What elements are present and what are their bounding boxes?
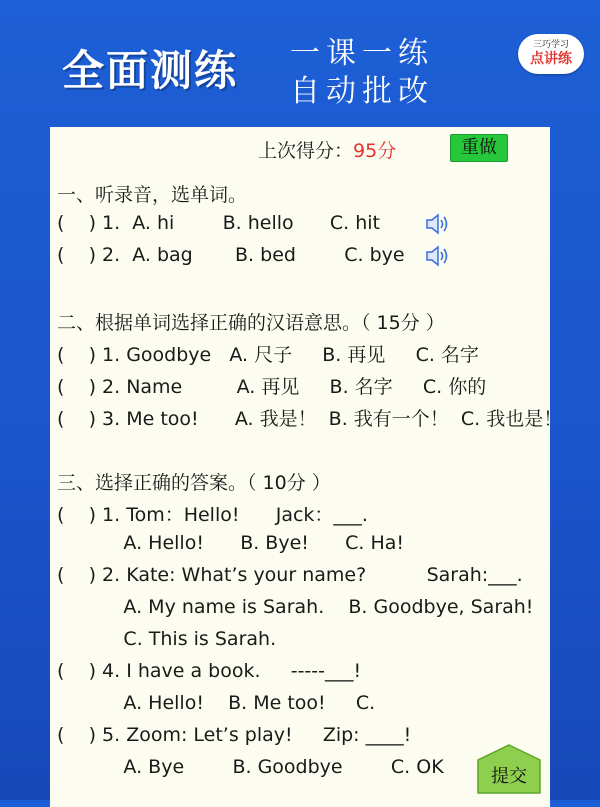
brand-top-text: 三巧学习 (532, 40, 569, 50)
question-text-line: 二、根据单词选择正确的汉语意思。（ 15分 ） (57, 312, 445, 334)
question-text-line: C. This is Sarah. (57, 628, 277, 650)
question-text-line: A. Hello! B. Bye! C. Ha! (57, 532, 405, 554)
submit-label: 提交 (491, 766, 527, 787)
question-text-line: 一、听录音，选单词。 (57, 184, 248, 206)
question-line: ( ) 2. A. bag B. bed C. bye (57, 244, 405, 266)
submit-button[interactable] (476, 744, 542, 794)
question-line: ( ) 4. I have a book. -----___! (57, 660, 362, 682)
question-text-line: A. Hello! B. Me too! C. (57, 692, 376, 714)
question-line: ( ) 5. Zoom: Let’s play! Zip: ____! (57, 724, 412, 746)
question-line: ( ) 1. Goodbye A. 尺子 B. 再见 C. 名字 (57, 344, 479, 366)
speaker-icon[interactable] (424, 213, 452, 235)
question-text-line: A. My name is Sarah. B. Goodbye, Sarah! (57, 596, 534, 618)
slogan-line-1: 一课一练 (290, 36, 434, 71)
question-line: ( ) 2. Kate: What’s your name? Sarah:___. (57, 564, 523, 586)
question-line: ( ) 1. A. hi B. hello C. hit (57, 212, 380, 234)
last-score (258, 136, 396, 163)
speaker-icon[interactable] (424, 245, 452, 267)
question-line: ( ) 2. Name A. 再见 B. 名字 C. 你的 (57, 376, 487, 398)
question-line: ( ) 1. Tom：Hello! Jack：___. (57, 504, 368, 526)
last-score-label: 上次得分： (258, 140, 354, 162)
question-text-line: A. Bye B. Goodbye C. OK (57, 756, 444, 778)
last-score-value: 95分 (353, 140, 397, 162)
brand-logo (518, 34, 584, 74)
brand-bottom-text: 点讲练 (530, 51, 572, 67)
page-title: 全面测练 (62, 46, 239, 95)
slogan-line-2: 自动批改 (290, 74, 434, 109)
redo-button[interactable]: 重做 (450, 134, 508, 162)
question-text-line: 三、选择正确的答案。（ 10分 ） (57, 472, 331, 494)
question-line: ( ) 3. Me too! A. 我是！ B. 我有一个！ C. 我也是！ (57, 408, 563, 430)
